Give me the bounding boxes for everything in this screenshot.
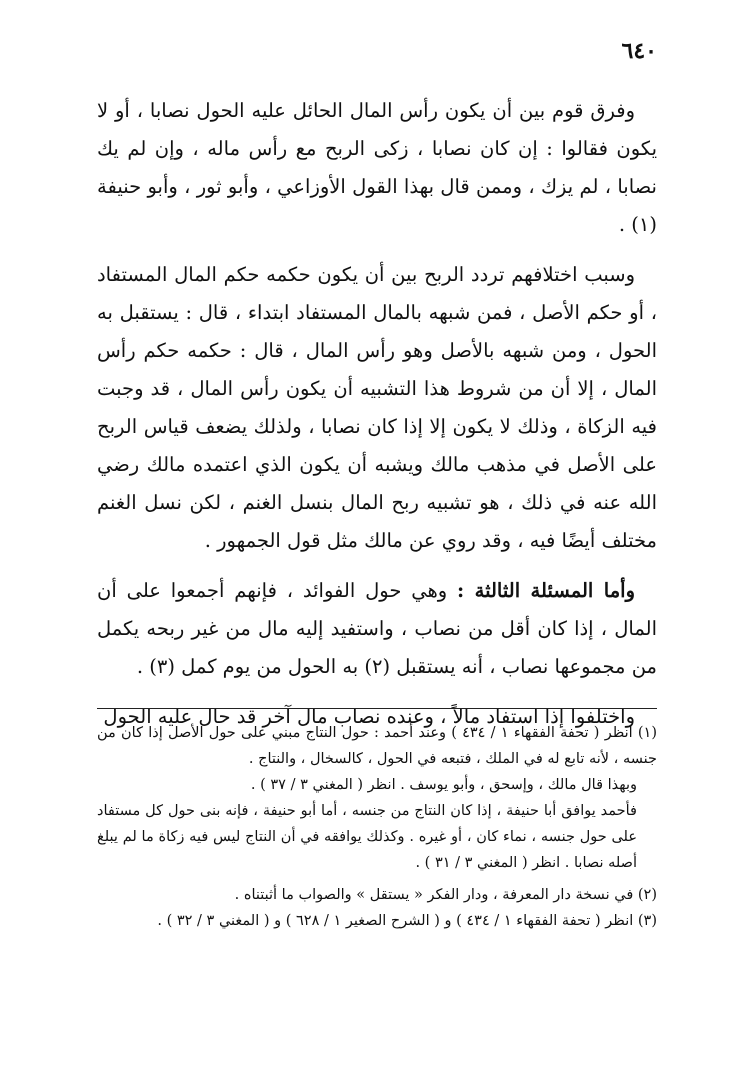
section-heading: وأما المسئلة الثالثة : [457, 579, 636, 602]
paragraph-1: وفرق قوم بين أن يكون رأس المال الحائل عليه الحول نصابا ، أو لا يكون فقالوا : إن كان نصابا ، زكى الربح مع رأس ماله ، وإن لم يك نصابا ، لم يزك ، وممن قال بهذا القول الأوزاعي ، وأبو ثور ، وأبو حنيفة (١) . [97, 99, 657, 236]
paragraph-4: واختلفوا إذا استفاد مالاً ، وعنده نصاب مال آخر قد حال عليه الحول [103, 705, 635, 728]
footnotes [97, 720, 657, 934]
footnote-separator [97, 708, 657, 709]
footnote-2: (٢) في نسخة دار المعرفة ، ودار الفكر « يستقل » والصواب ما أثبتناه . [234, 887, 657, 903]
main-text [97, 92, 657, 748]
footnote-1: (١) انظر ( تحفة الفقهاء ١ / ٤٣٤ ) وعند أحمد : حول النتاج مبني على حول الأصل إذا كان من جنسه ، لأنه تابع له في الملك ، فتبعه في الحول ، كالسخال ، والنتاج . [97, 725, 658, 767]
footnote-1-continued: وبهذا قال مالك ، وإسحق ، وأبو يوسف . انظر ( المغني ٣ / ٣٧ ) . [250, 777, 637, 793]
page-number: ٦٤٠ [621, 38, 657, 64]
paragraph-3 [97, 572, 657, 686]
footnote-1-note: فأحمد يوافق أبا حنيفة ، إذا كان النتاج من جنسه ، أما أبو حنيفة ، فإنه بنى حول كل مستفاد على حول جنسه ، نماء كان ، أو غيره . وكذلك يوافقه في أن النتاج ليس فيه زكاة ما لم يبلغ أصله نصابا . انظر ( المغني ٣ / ٣١ ) . [97, 803, 637, 871]
paragraph-2: وسبب اختلافهم تردد الربح بين أن يكون حكمه حكم المال المستفاد ، أو حكم الأصل ، فمن شبهه بالمال المستفاد ابتداء ، قال : يستقبل به الحول ، ومن شبهه بالأصل وهو رأس المال ، قال : حكمه حكم رأس المال ، إلا أن من شروط هذا التشبيه أن يكون رأس المال ، قد وجبت فيه الزكاة ، وذلك لا يكون إلا إذا كان نصابا ، ولذلك يضعف قياس الربح على الأصل في مذهب مالك ويشبه أن يكون الذي اعتمده مالك رضي الله عنه في ذلك ، هو تشبيه ربح المال بنسل الغنم ، لكن نسل الغنم مختلف أيضًا فيه ، وقد روي عن مالك مثل قول الجمهور . [97, 263, 657, 552]
paragraph-3-text: وهي حول الفوائد ، فإنهم أجمعوا على أن المال ، إذا كان أقل من نصاب ، واستفيد إليه مال من غير ربحه يكمل من مجموعها نصاب ، أنه يستقبل (٢) به الحول من يوم كمل (٣) . [97, 579, 657, 678]
footnote-3: (٣) انظر ( تحفة الفقهاء ١ / ٤٣٤ ) و ( الشرح الصغير ١ / ٦٢٨ ) و ( المغني ٣ / ٣٢ ) . [157, 913, 657, 929]
